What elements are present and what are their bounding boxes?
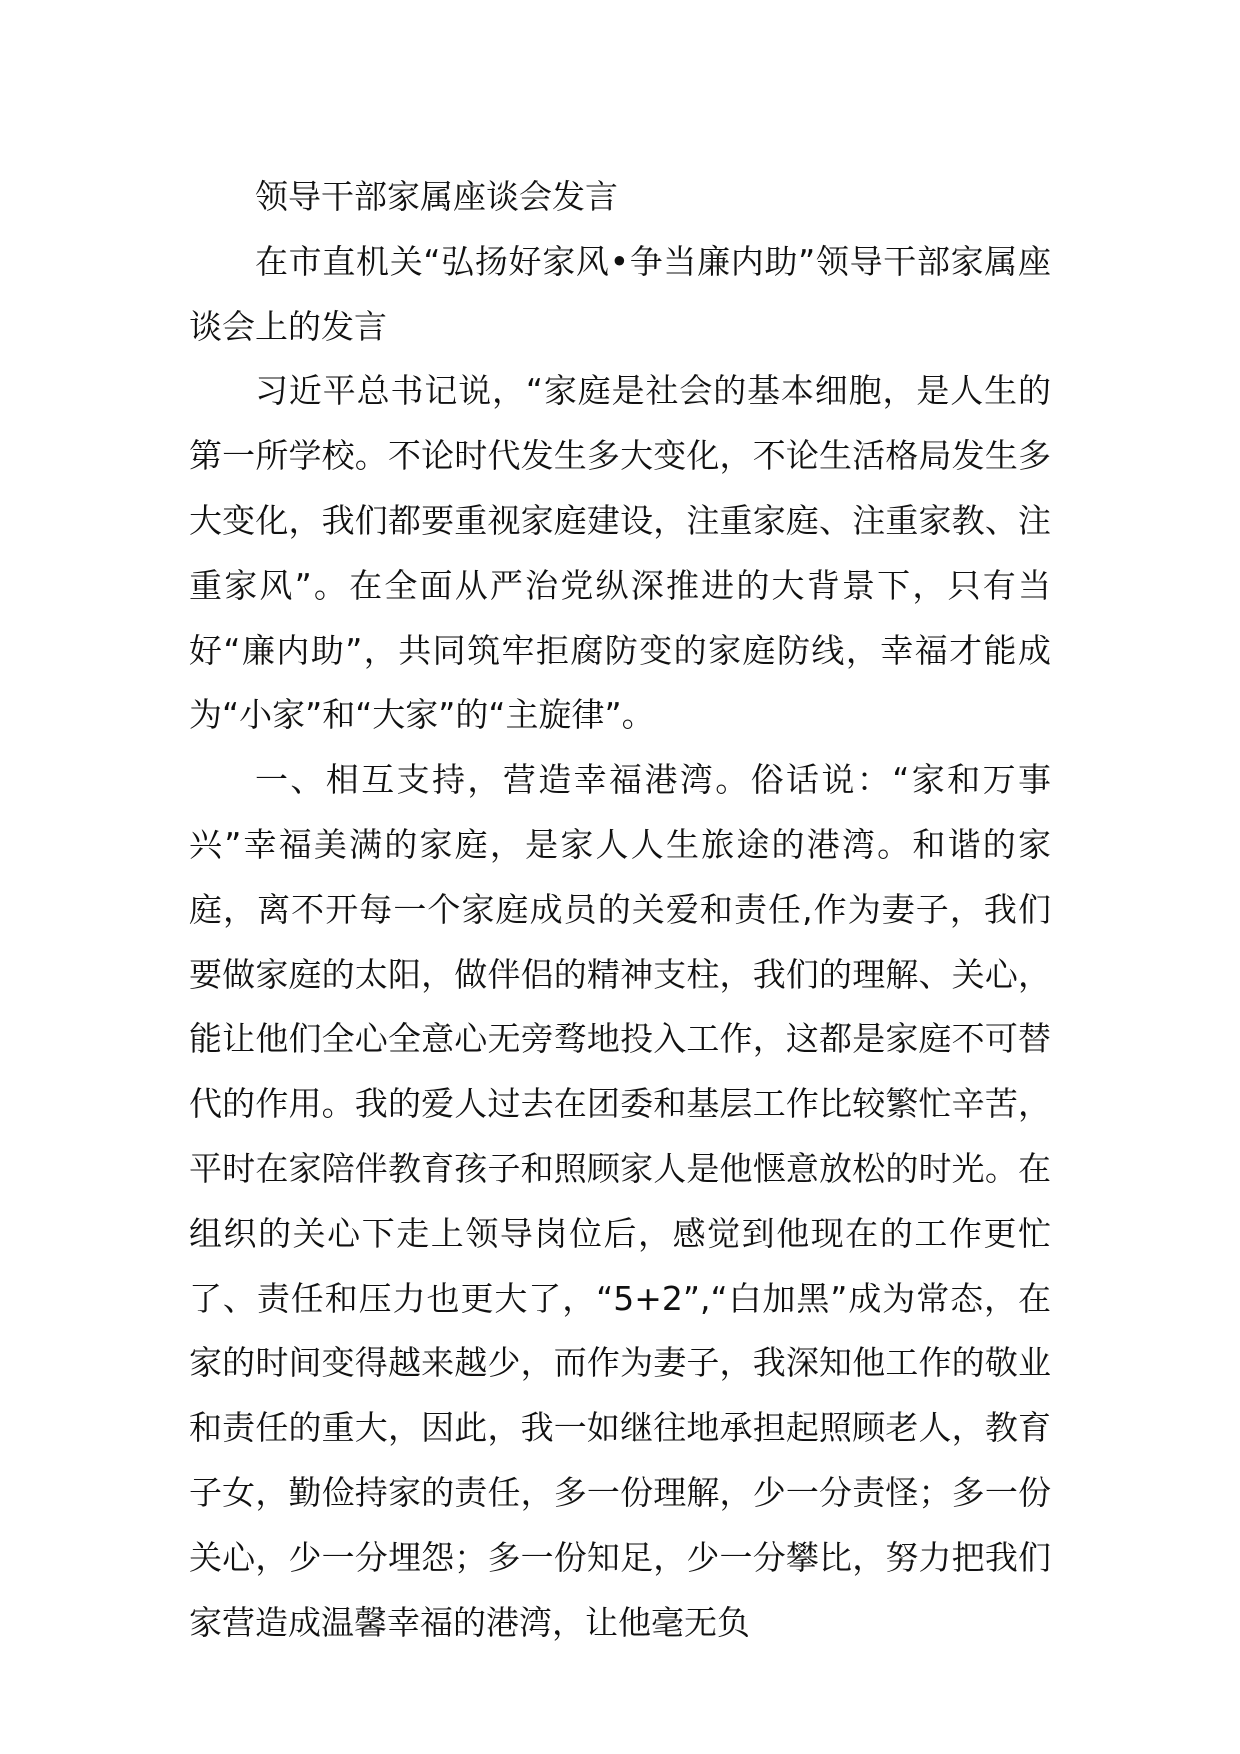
section-one-paragraph: 一、相互支持，营造幸福港湾。俗话说：“家和万事兴”幸福美满的家庭，是家人人生旅途的港湾。和谐的家庭，离不开每一个家庭成员的关爱和责任,作为妻子，我们要做家庭的太阳，做伴侣的精神支柱，我们的理解、关心，能让他们全心全意心无旁骛地投入工作，这都是家庭不可替代的作用。我的爱人过去在团委和基层工作比较繁忙辛苦，平时在家陪伴教育孩子和照顾家人是他惬意放松的时光。在组织的关心下走上领导岗位后，感觉到他现在的工作更忙了、责任和压力也更大了，“5+2”,“白加黑”成为常态，在家的时间变得越来越少，而作为妻子，我深知他工作的敬业和责任的重大，因此，我一如继往地承担起照顾老人，教育子女，勤俭持家的责任，多一份理解，少一分责怪；多一份关心，少一分埋怨；多一份知足，少一分攀比，努力把我们家营造成温馨幸福的港湾，让他毫无负 — [189, 760, 1051, 1642]
document-body — [189, 165, 1051, 1655]
document-title: 领导干部家属座谈会发言 — [255, 177, 618, 216]
intro-paragraph: 习近平总书记说，“家庭是社会的基本细胞，是人生的第一所学校。不论时代发生多大变化，不论生活格局发生多大变化，我们都要重视家庭建设，注重家庭、注重家教、注重家风”。在全面从严治党纵深推进的大背景下，只有当好“廉内助”，共同筑牢拒腐防变的家庭防线，幸福才能成为“小家”和“大家”的“主旋律”。 — [189, 371, 1051, 735]
document-subtitle-paragraph: 在市直机关“弘扬好家风•争当廉内助”领导干部家属座谈会上的发言 — [189, 241, 1051, 346]
